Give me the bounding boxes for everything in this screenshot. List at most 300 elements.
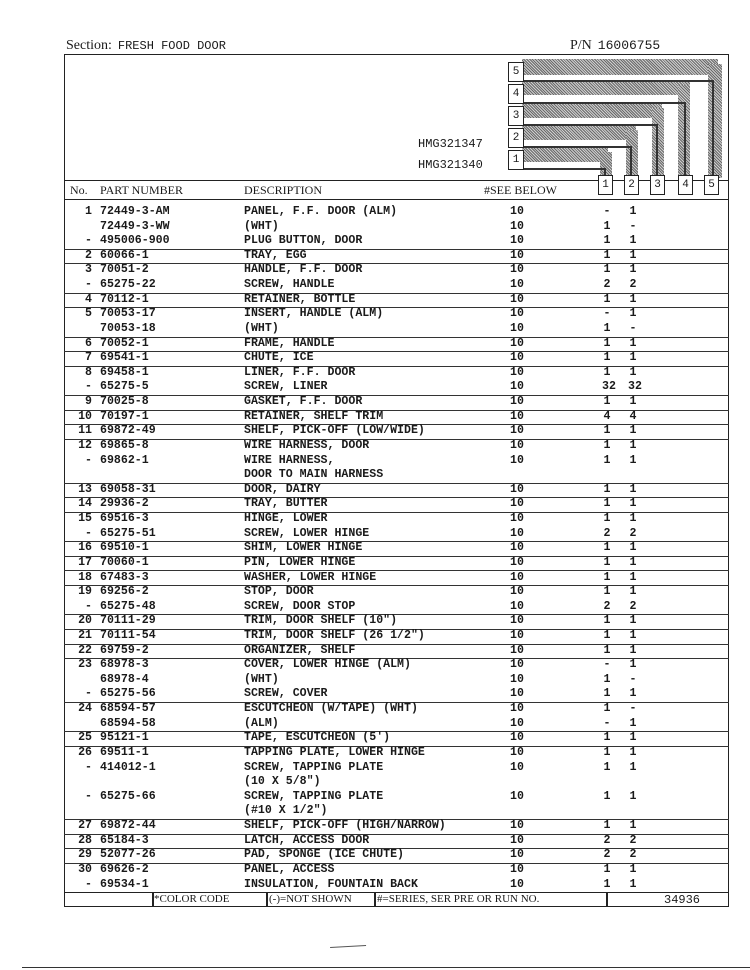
series-1-qty: 1 bbox=[603, 877, 611, 891]
series-2-qty: 2 bbox=[629, 848, 637, 862]
model-number: HMG321347 bbox=[418, 137, 483, 151]
series-1-qty: 1 bbox=[603, 351, 611, 365]
item-number: - bbox=[85, 526, 92, 540]
part-description: SCREW, TAPPING PLATE bbox=[244, 789, 384, 803]
part-description: SHIM, LOWER HINGE bbox=[244, 541, 363, 555]
item-number: 1 bbox=[85, 205, 92, 218]
item-number: 3 bbox=[85, 263, 92, 277]
series-2-qty: 1 bbox=[629, 658, 637, 672]
table-row bbox=[64, 658, 729, 673]
part-number: 65184-3 bbox=[100, 833, 149, 847]
see-below-code: 10 bbox=[510, 760, 524, 774]
series-2-qty: 1 bbox=[629, 877, 637, 891]
page-code: 34936 bbox=[664, 893, 701, 907]
item-number: 19 bbox=[78, 585, 92, 599]
series-2-qty: 1 bbox=[629, 351, 637, 365]
series-1-qty: 32 bbox=[602, 380, 616, 394]
part-number: 68594-57 bbox=[100, 702, 156, 716]
table-row bbox=[64, 819, 729, 835]
part-description: TRAY, EGG bbox=[244, 248, 307, 262]
item-number: - bbox=[85, 278, 92, 292]
series-2-qty: 1 bbox=[629, 438, 637, 452]
series-col-2: 2 bbox=[624, 175, 639, 195]
series-col-5: 5 bbox=[704, 175, 719, 195]
col-description: DESCRIPTION bbox=[244, 183, 323, 197]
table-row bbox=[64, 834, 729, 850]
item-number: 21 bbox=[78, 628, 92, 642]
item-number: 22 bbox=[78, 643, 92, 657]
part-number: 69256-2 bbox=[100, 585, 149, 599]
table-row bbox=[64, 351, 729, 367]
series-2-qty: 1 bbox=[629, 628, 637, 642]
series-1-qty: 1 bbox=[603, 234, 611, 248]
series-1-qty: 1 bbox=[603, 643, 611, 657]
series-1-qty: 1 bbox=[603, 819, 611, 833]
series-2-qty: 1 bbox=[629, 248, 637, 262]
series-2-qty: 1 bbox=[629, 497, 637, 511]
series-1-qty: 1 bbox=[603, 482, 611, 496]
series-1-qty: 1 bbox=[603, 862, 611, 876]
part-number: 68978-3 bbox=[100, 658, 149, 672]
part-number: 69534-1 bbox=[100, 877, 149, 891]
series-2-qty: 1 bbox=[629, 555, 637, 569]
series-2-qty: 1 bbox=[629, 819, 637, 833]
item-number: 17 bbox=[78, 555, 92, 569]
series-2-qty: 1 bbox=[629, 541, 637, 555]
item-number: - bbox=[85, 234, 92, 248]
part-description: STOP, DOOR bbox=[244, 585, 314, 599]
series-1-qty: 2 bbox=[603, 526, 611, 540]
table-row bbox=[64, 307, 729, 322]
item-number: 24 bbox=[78, 702, 92, 716]
item-number: 18 bbox=[78, 570, 92, 584]
part-number: 69872-44 bbox=[100, 819, 156, 833]
item-number: 26 bbox=[78, 745, 92, 759]
part-description: TAPE, ESCUTCHEON (5') bbox=[244, 731, 391, 745]
see-below-code: 10 bbox=[510, 424, 524, 438]
part-description: SCREW, LINER bbox=[244, 380, 328, 394]
series-1-qty: 2 bbox=[603, 833, 611, 847]
see-below-code: 10 bbox=[510, 205, 524, 218]
see-below-code: 10 bbox=[510, 482, 524, 496]
series-1-qty: 1 bbox=[603, 497, 611, 511]
series-2-qty: 1 bbox=[629, 512, 637, 526]
item-number: 7 bbox=[85, 351, 92, 365]
part-description: (ALM) bbox=[244, 716, 279, 730]
item-number: 15 bbox=[78, 512, 92, 526]
item-number: - bbox=[85, 877, 92, 891]
part-description: TRIM, DOOR SHELF (26 1/2") bbox=[244, 628, 425, 642]
see-below-code: 10 bbox=[510, 731, 524, 745]
series-2-qty: 1 bbox=[629, 482, 637, 496]
see-below-code: 10 bbox=[510, 453, 524, 467]
part-description: FRAME, HANDLE bbox=[244, 336, 335, 350]
series-1-qty: 1 bbox=[603, 438, 611, 452]
see-below-code: 10 bbox=[510, 395, 524, 409]
item-number: 23 bbox=[78, 658, 92, 672]
see-below-code: 10 bbox=[510, 789, 524, 803]
series-2-qty: 1 bbox=[629, 789, 637, 803]
section-label: Section: bbox=[66, 38, 112, 53]
item-number: 30 bbox=[78, 862, 92, 876]
part-number: 72449-3-WW bbox=[100, 219, 170, 233]
part-number: 69516-3 bbox=[100, 512, 149, 526]
part-description: TRAY, BUTTER bbox=[244, 497, 328, 511]
part-number: 52077-26 bbox=[100, 848, 156, 862]
item-number: 11 bbox=[78, 424, 92, 438]
table-row bbox=[64, 468, 729, 484]
part-description: HANDLE, F.F. DOOR bbox=[244, 263, 363, 277]
series-2-qty: 1 bbox=[629, 263, 637, 277]
series-2-qty: 1 bbox=[629, 570, 637, 584]
table-row bbox=[64, 454, 729, 469]
series-2-qty: 1 bbox=[629, 307, 637, 321]
table-row bbox=[64, 848, 729, 864]
series-box-5: 5 bbox=[508, 62, 524, 82]
table-row bbox=[64, 424, 729, 440]
see-below-code: 10 bbox=[510, 219, 524, 233]
see-below-code: 10 bbox=[510, 526, 524, 540]
series-2-qty: 1 bbox=[629, 745, 637, 759]
part-number: 414012-1 bbox=[100, 760, 156, 774]
series-2-qty: 2 bbox=[629, 278, 637, 292]
part-description: (WHT) bbox=[244, 672, 279, 686]
table-row bbox=[64, 746, 729, 761]
series-1-qty: 1 bbox=[603, 702, 611, 716]
table-row bbox=[64, 249, 729, 265]
series-2-qty: 1 bbox=[629, 395, 637, 409]
series-col-3: 3 bbox=[650, 175, 665, 195]
part-description: LINER, F.F. DOOR bbox=[244, 365, 356, 379]
item-number: 25 bbox=[78, 731, 92, 745]
table-row bbox=[64, 790, 729, 805]
part-description: (10 X 5/8") bbox=[244, 775, 321, 789]
item-number: - bbox=[85, 599, 92, 613]
see-below-code: 10 bbox=[510, 380, 524, 394]
see-below-code: 10 bbox=[510, 497, 524, 511]
series-2-qty: 4 bbox=[629, 409, 637, 423]
item-number: 28 bbox=[78, 833, 92, 847]
see-below-code: 10 bbox=[510, 658, 524, 672]
see-below-code: 10 bbox=[510, 716, 524, 730]
part-description: DOOR TO MAIN HARNESS bbox=[244, 468, 384, 482]
see-below-code: 10 bbox=[510, 438, 524, 452]
series-2-qty: 1 bbox=[629, 234, 637, 248]
part-description: INSERT, HANDLE (ALM) bbox=[244, 307, 384, 321]
col-no: No. bbox=[70, 183, 88, 197]
part-description: WASHER, LOWER HINGE bbox=[244, 570, 377, 584]
see-below-code: 10 bbox=[510, 745, 524, 759]
part-description: SHELF, PICK-OFF (LOW/WIDE) bbox=[244, 424, 425, 438]
series-2-qty: 1 bbox=[629, 336, 637, 350]
see-below-code: 10 bbox=[510, 278, 524, 292]
item-number: 4 bbox=[85, 292, 92, 306]
see-below-code: 10 bbox=[510, 351, 524, 365]
series-2-qty: 1 bbox=[629, 453, 637, 467]
part-description: PAD, SPONGE (ICE CHUTE) bbox=[244, 848, 405, 862]
item-number: 2 bbox=[85, 248, 92, 262]
item-number: 10 bbox=[78, 409, 92, 423]
part-number: 69759-2 bbox=[100, 643, 149, 657]
part-number: 65275-56 bbox=[100, 687, 156, 701]
series-box-3: 3 bbox=[508, 106, 524, 126]
table-row bbox=[64, 644, 729, 660]
section-header bbox=[66, 38, 226, 54]
see-below-code: 10 bbox=[510, 672, 524, 686]
part-number: 65275-5 bbox=[100, 380, 149, 394]
part-description: SCREW, COVER bbox=[244, 687, 328, 701]
series-2-qty: 2 bbox=[629, 599, 637, 613]
part-number: 69865-8 bbox=[100, 438, 149, 452]
see-below-code: 10 bbox=[510, 643, 524, 657]
item-number: 16 bbox=[78, 541, 92, 555]
section-value: FRESH FOOD DOOR bbox=[117, 39, 226, 53]
see-below-code: 10 bbox=[510, 409, 524, 423]
table-row bbox=[64, 878, 729, 893]
table-row bbox=[64, 863, 729, 878]
series-2-qty: 1 bbox=[629, 687, 637, 701]
series-note: #=SERIES, SER PRE OR RUN NO. bbox=[377, 893, 540, 905]
table-row bbox=[64, 293, 729, 309]
table-row bbox=[64, 717, 729, 733]
part-number: 68594-58 bbox=[100, 716, 156, 730]
series-2-qty: 1 bbox=[629, 292, 637, 306]
part-number: 495006-900 bbox=[100, 234, 170, 248]
part-description: (WHT) bbox=[244, 219, 279, 233]
table-row bbox=[64, 775, 729, 790]
part-description: GASKET, F.F. DOOR bbox=[244, 395, 363, 409]
part-description: PIN, LOWER HINGE bbox=[244, 555, 356, 569]
see-below-code: 10 bbox=[510, 248, 524, 262]
pn-label: P/N bbox=[570, 38, 592, 53]
part-number: 70060-1 bbox=[100, 555, 149, 569]
part-number: 69458-1 bbox=[100, 365, 149, 379]
item-number: 20 bbox=[78, 614, 92, 628]
pn-value: 16006755 bbox=[597, 38, 661, 53]
part-number: 69511-1 bbox=[100, 745, 149, 759]
item-number: - bbox=[85, 760, 92, 774]
series-box-4: 4 bbox=[508, 84, 524, 104]
see-below-code: 10 bbox=[510, 234, 524, 248]
series-2-qty: 1 bbox=[629, 365, 637, 379]
see-below-code: 10 bbox=[510, 365, 524, 379]
part-description: (WHT) bbox=[244, 321, 279, 335]
part-number: 95121-1 bbox=[100, 731, 149, 745]
table-row bbox=[64, 687, 729, 703]
part-number: 70052-1 bbox=[100, 336, 149, 350]
series-1-qty: 1 bbox=[603, 585, 611, 599]
see-below-code: 10 bbox=[510, 263, 524, 277]
series-2-qty: 2 bbox=[629, 526, 637, 540]
part-description: WIRE HARNESS, DOOR bbox=[244, 438, 370, 452]
series-2-qty: 1 bbox=[629, 614, 637, 628]
series-2-qty: 1 bbox=[629, 585, 637, 599]
item-number: - bbox=[85, 380, 92, 394]
table-row bbox=[64, 804, 729, 820]
part-number: 69541-1 bbox=[100, 351, 149, 365]
part-number: 70051-2 bbox=[100, 263, 149, 277]
part-number: 69872-49 bbox=[100, 424, 156, 438]
item-number: 5 bbox=[85, 307, 92, 321]
color-code-note: *COLOR CODE bbox=[154, 893, 230, 905]
see-below-code: 10 bbox=[510, 862, 524, 876]
series-1-qty: 1 bbox=[603, 365, 611, 379]
series-2-qty: 1 bbox=[629, 205, 637, 218]
series-1-qty: 1 bbox=[603, 336, 611, 350]
table-row bbox=[64, 761, 729, 776]
part-description: SCREW, HANDLE bbox=[244, 278, 335, 292]
item-number: 13 bbox=[78, 482, 92, 496]
part-description: TRIM, DOOR SHELF (10") bbox=[244, 614, 398, 628]
series-2-qty: 1 bbox=[629, 643, 637, 657]
part-number: 70025-8 bbox=[100, 395, 149, 409]
part-description: ORGANIZER, SHELF bbox=[244, 643, 356, 657]
series-2-qty: 2 bbox=[629, 833, 637, 847]
see-below-code: 10 bbox=[510, 848, 524, 862]
see-below-code: 10 bbox=[510, 292, 524, 306]
part-description: SCREW, LOWER HINGE bbox=[244, 526, 370, 540]
series-1-qty: - bbox=[603, 658, 611, 672]
part-number: 72449-3-AM bbox=[100, 205, 170, 218]
see-below-code: 10 bbox=[510, 321, 524, 335]
part-number: 69058-31 bbox=[100, 482, 156, 496]
part-description: PLUG BUTTON, DOOR bbox=[244, 234, 363, 248]
item-number: 8 bbox=[85, 365, 92, 379]
part-number: 70053-18 bbox=[100, 321, 156, 335]
item-number: - bbox=[85, 789, 92, 803]
part-number: 69626-2 bbox=[100, 862, 149, 876]
part-description: DOOR, DAIRY bbox=[244, 482, 321, 496]
see-below-code: 10 bbox=[510, 336, 524, 350]
series-2-qty: - bbox=[629, 321, 637, 335]
see-below-code: 10 bbox=[510, 599, 524, 613]
part-description: SCREW, TAPPING PLATE bbox=[244, 760, 384, 774]
table-row bbox=[64, 205, 729, 220]
series-1-qty: 1 bbox=[603, 570, 611, 584]
item-number: 29 bbox=[78, 848, 92, 862]
series-1-qty: 1 bbox=[603, 628, 611, 642]
part-number: 70111-54 bbox=[100, 628, 156, 642]
part-description: SCREW, DOOR STOP bbox=[244, 599, 356, 613]
table-row bbox=[64, 395, 729, 411]
legend-footer bbox=[64, 892, 729, 907]
part-number: 65275-66 bbox=[100, 789, 156, 803]
series-1-qty: 1 bbox=[603, 555, 611, 569]
item-number: 6 bbox=[85, 336, 92, 350]
item-number: 14 bbox=[78, 497, 92, 511]
see-below-code: 10 bbox=[510, 585, 524, 599]
part-description: PANEL, ACCESS bbox=[244, 862, 335, 876]
table-row bbox=[64, 527, 729, 543]
part-description: TAPPING PLATE, LOWER HINGE bbox=[244, 745, 425, 759]
series-1-qty: 1 bbox=[603, 263, 611, 277]
part-number: 67483-3 bbox=[100, 570, 149, 584]
table-row bbox=[64, 571, 729, 587]
series-1-qty: 1 bbox=[603, 672, 611, 686]
series-1-qty: 1 bbox=[603, 321, 611, 335]
see-below-code: 10 bbox=[510, 877, 524, 891]
series-1-qty: 2 bbox=[603, 848, 611, 862]
table-row bbox=[64, 322, 729, 338]
series-1-qty: 1 bbox=[603, 453, 611, 467]
table-row bbox=[64, 702, 729, 717]
part-description: (#10 X 1/2") bbox=[244, 804, 328, 818]
part-number: 65275-48 bbox=[100, 599, 156, 613]
col-part-number: PART NUMBER bbox=[100, 183, 183, 197]
series-2-qty: - bbox=[629, 672, 637, 686]
item-number: 12 bbox=[78, 438, 92, 452]
series-1-qty: 1 bbox=[603, 424, 611, 438]
part-number: 29936-2 bbox=[100, 497, 149, 511]
part-description: CHUTE, ICE bbox=[244, 351, 314, 365]
item-number: 9 bbox=[85, 395, 92, 409]
see-below-code: 10 bbox=[510, 307, 524, 321]
part-number: 65275-22 bbox=[100, 278, 156, 292]
series-1-qty: 1 bbox=[603, 541, 611, 555]
see-below-code: 10 bbox=[510, 687, 524, 701]
part-description: WIRE HARNESS, bbox=[244, 453, 335, 467]
table-row bbox=[64, 220, 729, 235]
part-number: 69510-1 bbox=[100, 541, 149, 555]
table-row bbox=[64, 556, 729, 572]
table-row bbox=[64, 410, 729, 426]
table-row bbox=[64, 614, 729, 630]
col-see-below: #SEE BELOW bbox=[484, 183, 557, 197]
table-row bbox=[64, 497, 729, 513]
series-2-qty: 1 bbox=[629, 760, 637, 774]
table-row bbox=[64, 380, 729, 396]
table-row bbox=[64, 731, 729, 747]
table-row bbox=[64, 439, 729, 454]
see-below-code: 10 bbox=[510, 541, 524, 555]
series-1-qty: 1 bbox=[603, 731, 611, 745]
series-2-qty: 32 bbox=[628, 380, 642, 394]
part-description: PANEL, F.F. DOOR (ALM) bbox=[244, 205, 398, 218]
model-number: HMG321340 bbox=[418, 158, 483, 172]
series-1-qty: 1 bbox=[603, 687, 611, 701]
table-row bbox=[64, 278, 729, 294]
part-number: 60066-1 bbox=[100, 248, 149, 262]
series-1-qty: 1 bbox=[603, 614, 611, 628]
part-number: 70112-1 bbox=[100, 292, 149, 306]
part-description: RETAINER, BOTTLE bbox=[244, 292, 356, 306]
part-number: 70111-29 bbox=[100, 614, 156, 628]
series-1-qty: 2 bbox=[603, 278, 611, 292]
table-row bbox=[64, 366, 729, 381]
see-below-code: 10 bbox=[510, 555, 524, 569]
series-1-qty: 1 bbox=[603, 512, 611, 526]
pen-mark bbox=[330, 942, 366, 948]
table-row bbox=[64, 337, 729, 353]
table-row bbox=[64, 234, 729, 250]
table-row bbox=[64, 483, 729, 499]
part-description: COVER, LOWER HINGE (ALM) bbox=[244, 658, 411, 672]
series-2-qty: 1 bbox=[629, 424, 637, 438]
table-row bbox=[64, 673, 729, 688]
series-1-qty: 1 bbox=[603, 395, 611, 409]
series-1-qty: - bbox=[603, 307, 611, 321]
part-description: LATCH, ACCESS DOOR bbox=[244, 833, 370, 847]
see-below-code: 10 bbox=[510, 833, 524, 847]
table-row bbox=[64, 600, 729, 616]
see-below-code: 10 bbox=[510, 614, 524, 628]
see-below-code: 10 bbox=[510, 570, 524, 584]
series-1-qty: 1 bbox=[603, 745, 611, 759]
series-1-qty: 1 bbox=[603, 248, 611, 262]
see-below-code: 10 bbox=[510, 628, 524, 642]
see-below-code: 10 bbox=[510, 512, 524, 526]
table-row bbox=[64, 541, 729, 557]
